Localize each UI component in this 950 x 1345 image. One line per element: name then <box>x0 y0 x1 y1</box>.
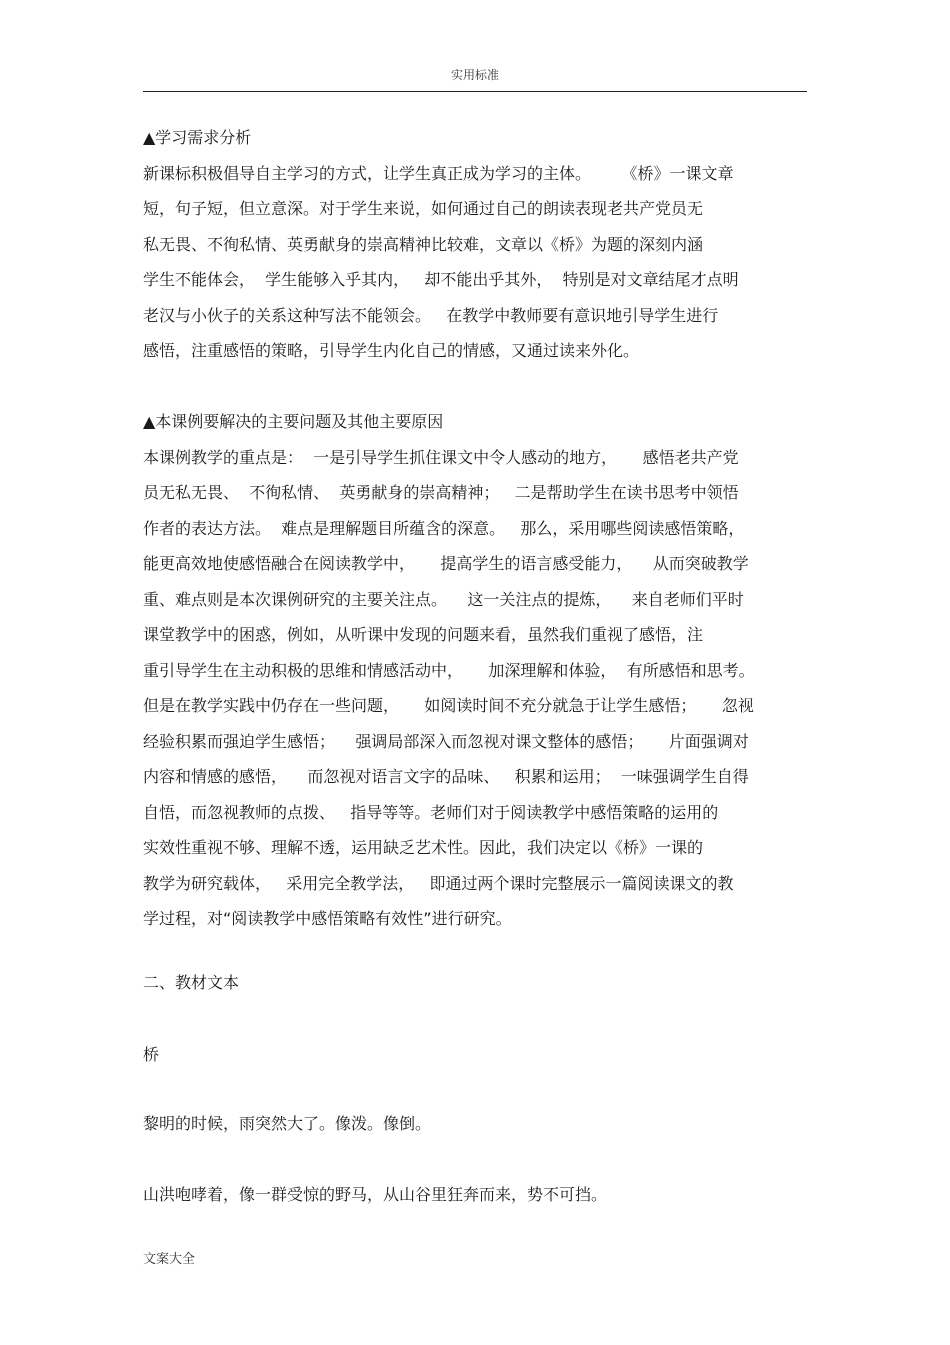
paragraph-line: 学过程，对“阅读教学中感悟策略有效性”进行研究。 <box>143 909 512 928</box>
story-paragraph: 山洪咆哮着，像一群受惊的野马，从山谷里狂奔而来，势不可挡。 <box>143 1185 608 1204</box>
paragraph-line: 短，句子短，但立意深。对于学生来说，如何通过自己的朗读表现老共产党员无 <box>143 199 704 218</box>
paragraph-line: 新课标积极倡导自主学习的方式，让学生真正成为学习的主体。 《桥》一课文章 <box>143 163 734 183</box>
learning-needs-heading: ▲学习需求分析 <box>143 128 252 147</box>
paragraph-line: 本课例教学的重点是： 一是引导学生抓住课文中令人感动的地方， 感悟老共产党 <box>143 447 739 467</box>
paragraph-line: 实效性重视不够、理解不透，运用缺乏艺术性。因此，我们决定以《桥》一课的 <box>143 838 704 857</box>
paragraph-line: 经验积累而强迫学生感悟； 强调局部深入而忽视对课文整体的感悟； 片面强调对 <box>143 731 749 751</box>
paragraph-line: 自悟，而忽视教师的点拨、 指导等等。老师们对于阅读教学中感悟策略的运用的 <box>143 802 719 822</box>
paragraph-line: 老汉与小伙子的关系这种写法不能领会。 在教学中教师要有意识地引导学生进行 <box>143 305 719 325</box>
paragraph-line: 私无畏、不徇私情、英勇献身的崇高精神比较难，文章以《桥》为题的深刻内涵 <box>143 234 704 254</box>
paragraph-line: 重、难点则是本次课例研究的主要关注点。 这一关注点的提炼， 来自老师们平时 <box>143 589 744 609</box>
paragraph-line: 能更高效地使感悟融合在阅读教学中， 提高学生的语言感受能力， 从而突破教学 <box>143 554 749 573</box>
paragraph-line: 员无私无畏、 不徇私情、 英勇献身的崇高精神； 二是帮助学生在读书思考中领悟 <box>143 483 739 502</box>
paragraph-line: 作者的表达方法。 难点是理解题目所蕴含的深意。 那么，采用哪些阅读感悟策略， <box>143 518 745 538</box>
paragraph-line: 课堂教学中的困惑，例如，从听课中发现的问题来看，虽然我们重视了感悟，注 <box>143 625 704 644</box>
paragraph-line: 但是在教学实践中仍存在一些问题， 如阅读时间不充分就急于让学生感悟； 忽视 <box>143 696 754 715</box>
paragraph-gap <box>143 369 807 405</box>
document-body <box>143 120 807 937</box>
paragraph-line: 学生不能体会， 学生能够入乎其内， 却不能出乎其外， 特别是对文章结尾才点明 <box>143 270 739 289</box>
paragraph-line: 教学为研究载体， 采用完全教学法， 即通过两个课时完整展示一篇阅读课文的教 <box>143 873 734 893</box>
paragraph-line: 内容和情感的感悟， 而忽视对语言文字的品味、 积累和运用； 一味强调学生自得 <box>143 767 749 786</box>
section-title-textbook: 二、教材文本 <box>143 973 240 992</box>
page-footer: 文案大全 <box>143 1252 196 1267</box>
page-header: 实用标准 <box>450 68 499 82</box>
header-divider <box>143 91 807 92</box>
paragraph-line: 感悟，注重感悟的策略，引导学生内化自己的情感，又通过读来外化。 <box>143 341 640 360</box>
paragraph-line: 重引导学生在主动积极的思维和情感活动中， 加深理解和体验， 有所感悟和思考。 <box>143 660 755 680</box>
story-paragraph: 黎明的时候，雨突然大了。像泼。像倒。 <box>143 1114 432 1133</box>
main-problems-heading: ▲本课例要解决的主要问题及其他主要原因 <box>143 412 444 431</box>
text-title: 桥 <box>143 1045 160 1064</box>
